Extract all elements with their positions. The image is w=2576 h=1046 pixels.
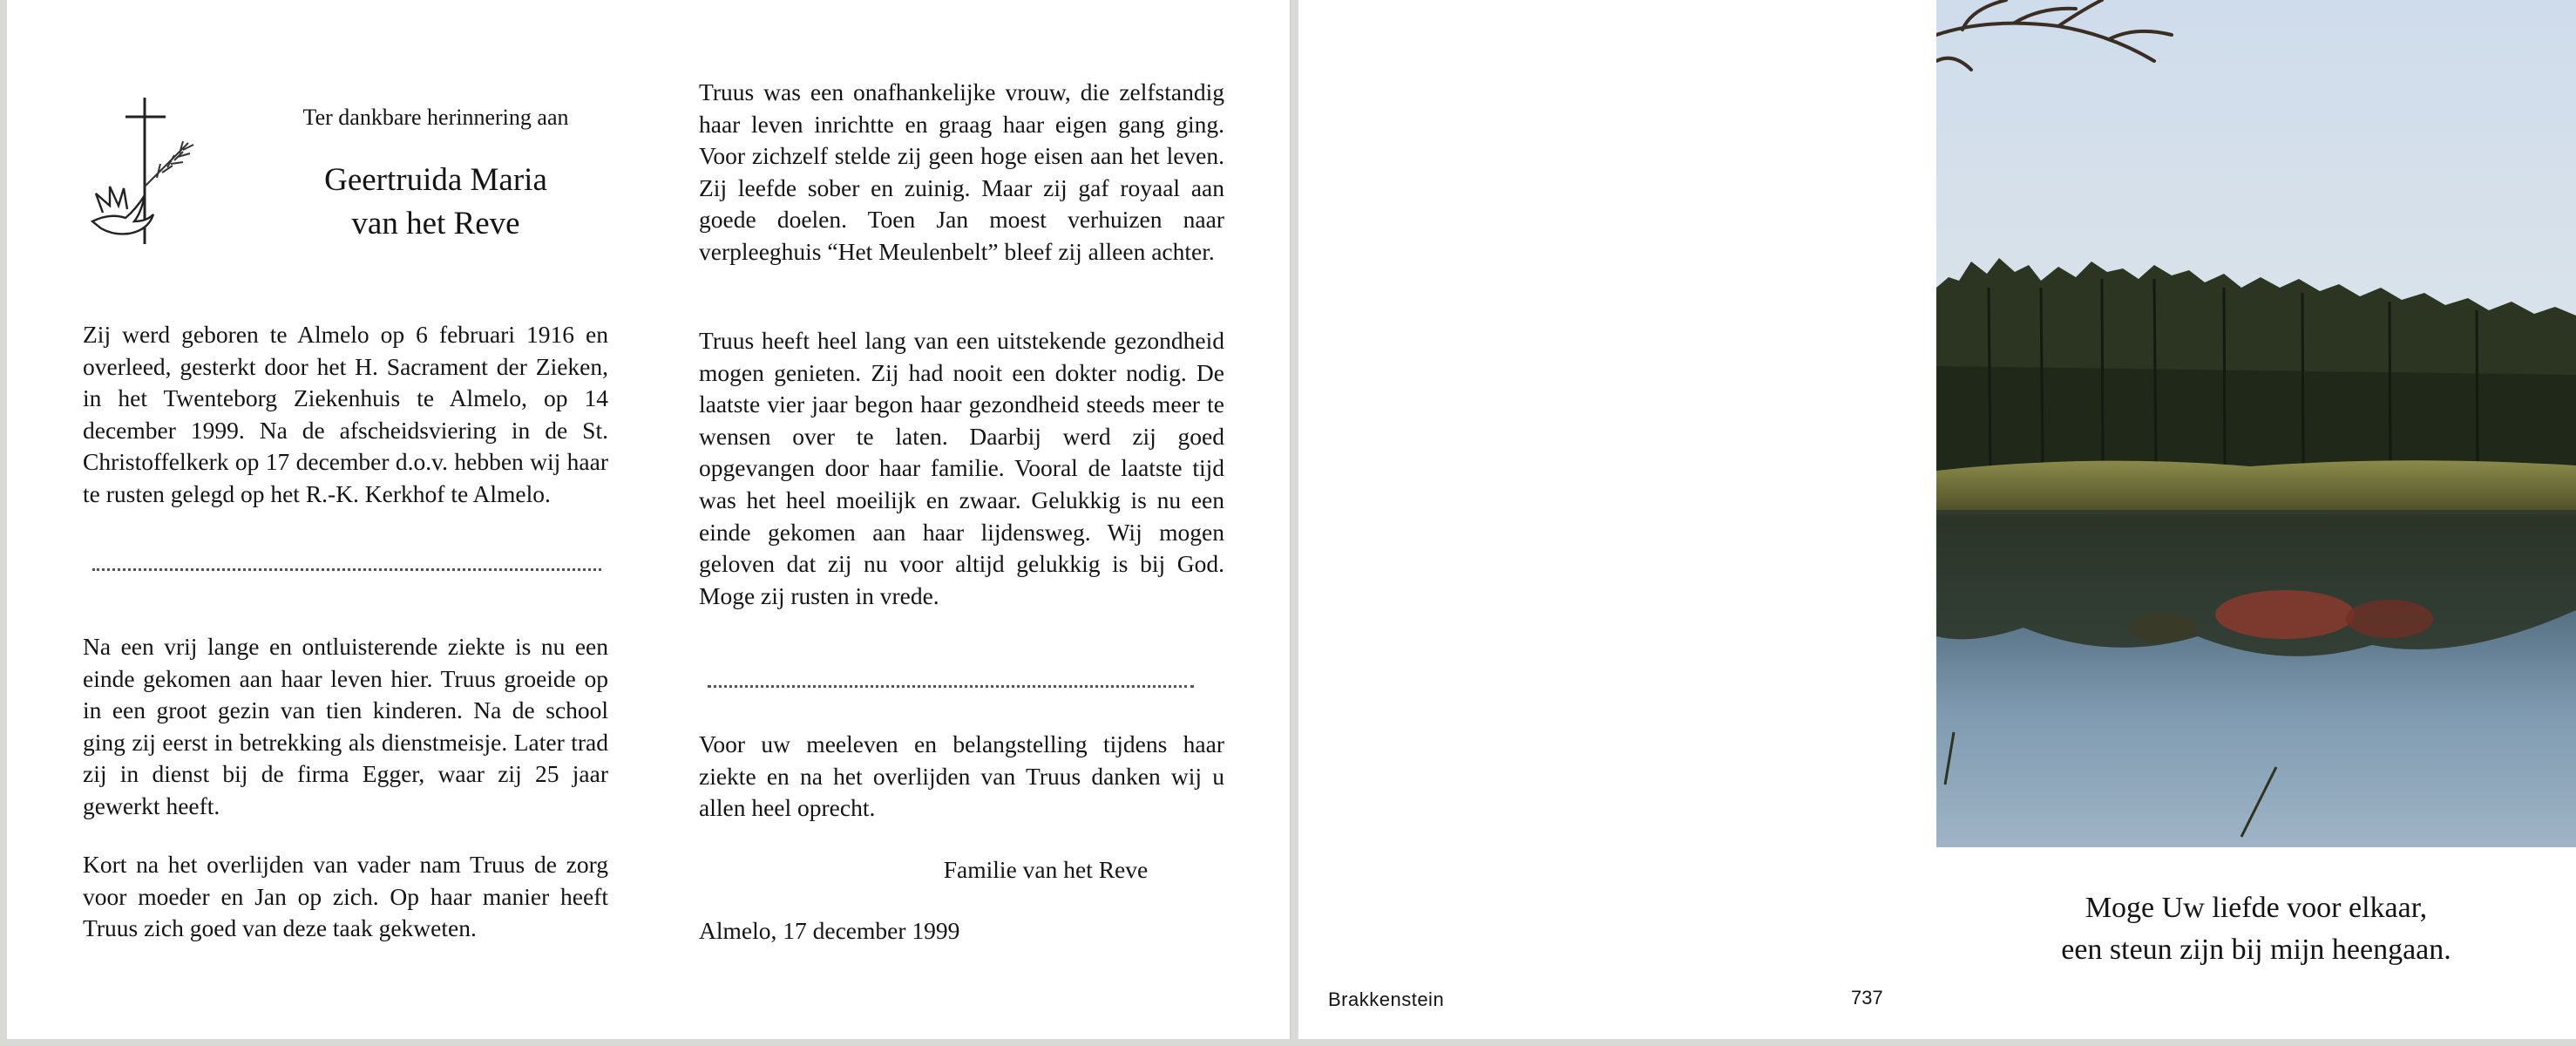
deceased-name-line1: Geertruida Maria	[324, 162, 547, 198]
back-quote-line2: een steun zijn bij mijn heengaan.	[2061, 934, 2451, 966]
character-paragraph: Truus was een onafhankelijke vrouw, die zelfstandig haar leven inrichtte en graag haar eigen gang ging. Voor zichzelf stelde zij geen hoge eisen aan het leven. Zij leefde sober en zuinig. Maar zij gaf royaal aan goede doelen. Toen Jan moest verhuizen naar verpleeghuis “Het Meulenbelt” bleef zij alleen achter.	[699, 78, 1224, 265]
biography-paragraph-1: Zij werd geboren te Almelo op 6 februari 1916 en overleed, gesterkt door het H. Sacrament der Zieken, in het Twenteborg Ziekenhuis te Almelo, op 14 december 1999. Na de afscheidsviering in de St. Christoffelkerk op 17 december d.o.v. hebben wij haar te rusten gelegd op het R.-K. Kerkhof te Almelo.	[83, 321, 608, 507]
cross-with-dove-icon	[84, 91, 206, 248]
thanks-paragraph: Voor uw meeleven en belangstelling tijdens haar ziekte en na het overlijden van Truus danken wij u allen heel oprecht.	[699, 730, 1224, 822]
publisher-label: Brakkenstein	[1328, 988, 1445, 1010]
place-and-date: Almelo, 17 december 1999	[699, 917, 960, 944]
family-signature: Familie van het Reve	[943, 856, 1149, 883]
back-quote-line1: Moge Uw liefde voor elkaar,	[2085, 892, 2428, 924]
health-paragraph: Truus heeft heel lang van een uitstekende gezondheid mogen genieten. Zij had nooit een dokter nodig. De laatste vier jaar begon haar gezondheid steeds meer te wensen over te laten. Daarbij werd zij goed opgevangen door haar familie. Vooral de laatste tijd was het heel moeilijk en zwaar. Gelukkig is nu een einde gekomen aan haar lijdensweg. Wij mogen geloven dat zij nu voor altijd gelukkig is bij God. Moge zij rusten in vrede.	[699, 327, 1224, 609]
deceased-name-line2: van het Reve	[351, 206, 520, 241]
biography-paragraph-2: Na een vrij lange en ontluisterende ziekte is nu een einde gekomen aan haar leven hier. Truus groeide op in een groot gezin van tien kinderen. Na de school ging zij eerst in betrekking als dienstmeisje. Later trad zij in dienst bij de firma Egger, waar zij 25 jaar gewerkt heeft.	[83, 633, 608, 819]
card-number: 737	[1851, 987, 1883, 1009]
lake-forest-photo	[1936, 0, 2576, 847]
intro-text: Ter dankbare herinnering aan	[302, 105, 569, 130]
dotted-divider	[92, 568, 601, 571]
biography-paragraph-3: Kort na het overlijden van vader nam Truus de zorg voor moeder en Jan op zich. Op haar manier heeft Truus zich goed van deze taak gekweten.	[83, 851, 608, 942]
landscape-image	[1936, 0, 2576, 847]
dotted-divider-right	[708, 685, 1194, 688]
